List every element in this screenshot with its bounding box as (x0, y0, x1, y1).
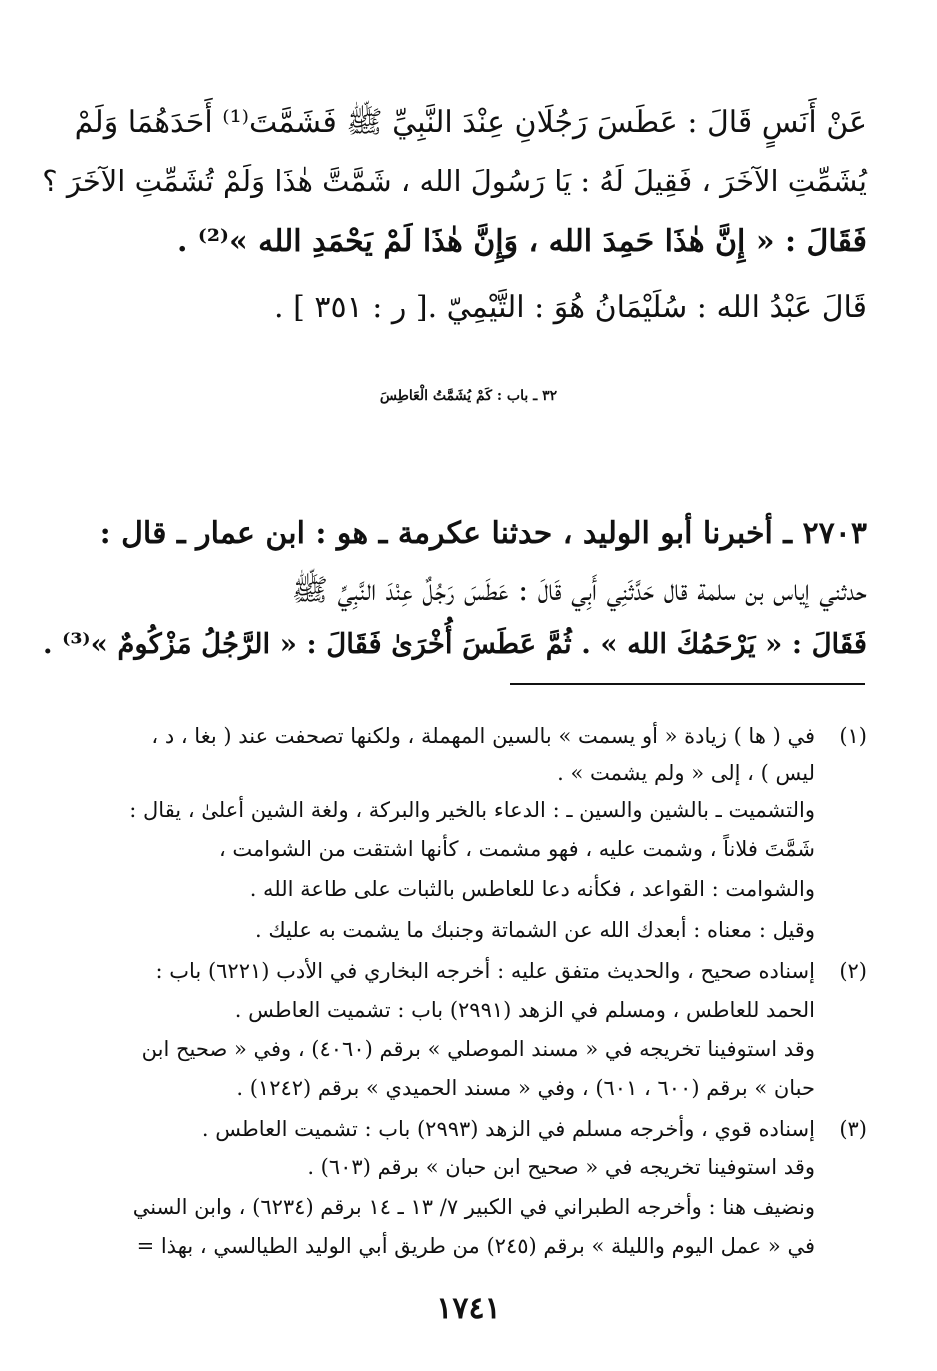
footnote-3-line-2: وقد استوفينا تخريجه في « صحيح ابن حبان » برقم (٦٠٣) . (307, 1155, 815, 1179)
footnote-3-line-1 (202, 1117, 867, 1141)
hadith-prev-line-3: فَقَالَ : « إِنَّ هٰذَا حَمِدَ الله ، وَإِنَّ هٰذَا لَمْ يَحْمَدِ الله »⁽²⁾ . (177, 224, 867, 259)
footnote-3-line-4: في « عمل اليوم والليلة » برقم (٢٤٥) من طريق أبي الوليد الطيالسي ، بهذا = (136, 1234, 815, 1258)
footnote-3-text: إسناده قوي ، وأخرجه مسلم في الزهد (٢٩٩٣) باب : تشميت العاطس . (201, 1117, 815, 1141)
footnote-2-number: (٢) (839, 959, 867, 983)
footnote-1-line-2: ليس ) ، إلى « ولم يشمت » . (557, 761, 815, 785)
footnote-1-line-3: والتشميت ـ بالشين والسين ـ : الدعاء بالخير والبركة ، ولغة الشين أعلىٰ ، يقال : (129, 798, 815, 822)
hadith-line-3: فَقَالَ : « يَرْحَمُكَ الله » . ثُمَّ عَطَسَ أُخْرَىٰ فَقَالَ : « الرَّجُلُ مَزْكُومٌ »⁽³⁾ . (43, 628, 867, 660)
footnote-1-line-5: والشوامت : القواعد ، فكأنه دعا للعاطس بالثبات على طاعة الله . (249, 877, 815, 901)
footnote-2-line-3: وقد استوفينا تخريجه في « مسند الموصلي » برقم (٤٠٦٠) ، وفي « صحيح ابن (141, 1037, 815, 1061)
footnote-2-text: إسناده صحيح ، والحديث متفق عليه : أخرجه البخاري في الأدب (٦٢٢١) باب : (155, 959, 815, 983)
footnote-2-line-2: الحمد للعاطس ، ومسلم في الزهد (٢٩٩١) باب : تشميت العاطس . (234, 998, 815, 1022)
footnote-3-line-3: ونضيف هنا : وأخرجه الطبراني في الكبير ٧/ ١٣ ـ ١٤ برقم (٦٢٣٤) ، وابن السني (132, 1195, 815, 1219)
footnote-2-line-1 (156, 959, 867, 983)
chapter-heading: ٣٢ ـ باب : كَمْ يُشَمَّتُ الْعَاطِسَ (379, 388, 558, 404)
footnote-1-line-4: شَمَّتَ فلاناً ، وشمت عليه ، فهو مشمت ، كأنها اشتقت من الشوامت ، (218, 837, 815, 861)
page-number: ١٧٤١ (436, 1291, 501, 1326)
footnote-1-number: (١) (839, 724, 867, 748)
footnote-1-line-1 (151, 724, 867, 748)
footnote-1-line-6: وقيل : معناه : أبعدك الله عن الشماتة وجنبك ما يشمت به عليك . (255, 918, 815, 942)
hadith-prev-line-1: عَنْ أَنَسٍ قَالَ : عَطَسَ رَجُلَانِ عِنْدَ النَّبِيِّ ﷺ فَشَمَّتَ⁽¹⁾ أَحَدَهُمَا وَلَمْ (74, 105, 867, 140)
footnote-separator (510, 683, 865, 685)
footnote-3-number: (٣) (839, 1117, 867, 1141)
hadith-prev-line-4: قَالَ عَبْدُ الله : سُلَيْمَانُ هُوَ : التَّيْمِيّ .[ ر : ٣٥١ ] . (274, 290, 867, 325)
hadith-line-2: حدثني إياس بن سلمة قال حَدَّثَنِي أَبِي قَالَ : عَطَسَ رَجُلٌ عِنْدَ النَّبِيِّ ﷺ (291, 573, 867, 608)
hadith-prev-line-2: يُشَمِّتِ الآخَرَ ، فَقِيلَ لَهُ : يَا رَسُولَ الله ، شَمَّتَّ هٰذَا وَلَمْ تُشَمِّتِ الآخَرَ ؟ (42, 164, 867, 198)
footnote-2-line-4: حبان » برقم (٦٠٠ ، ٦٠١) ، وفي « مسند الحميدي » برقم (١٢٤٢) . (236, 1076, 815, 1100)
footnote-1-text: في ( ها ) زيادة « أو يسمت » بالسين المهملة ، ولكنها تصحفت عند ( بغا ، د ، (151, 724, 815, 748)
hadith-line-1: ٢٧٠٣ ـ أخبرنا أبو الوليد ، حدثنا عكرمة ـ هو : ابن عمار ـ قال : (99, 516, 867, 551)
